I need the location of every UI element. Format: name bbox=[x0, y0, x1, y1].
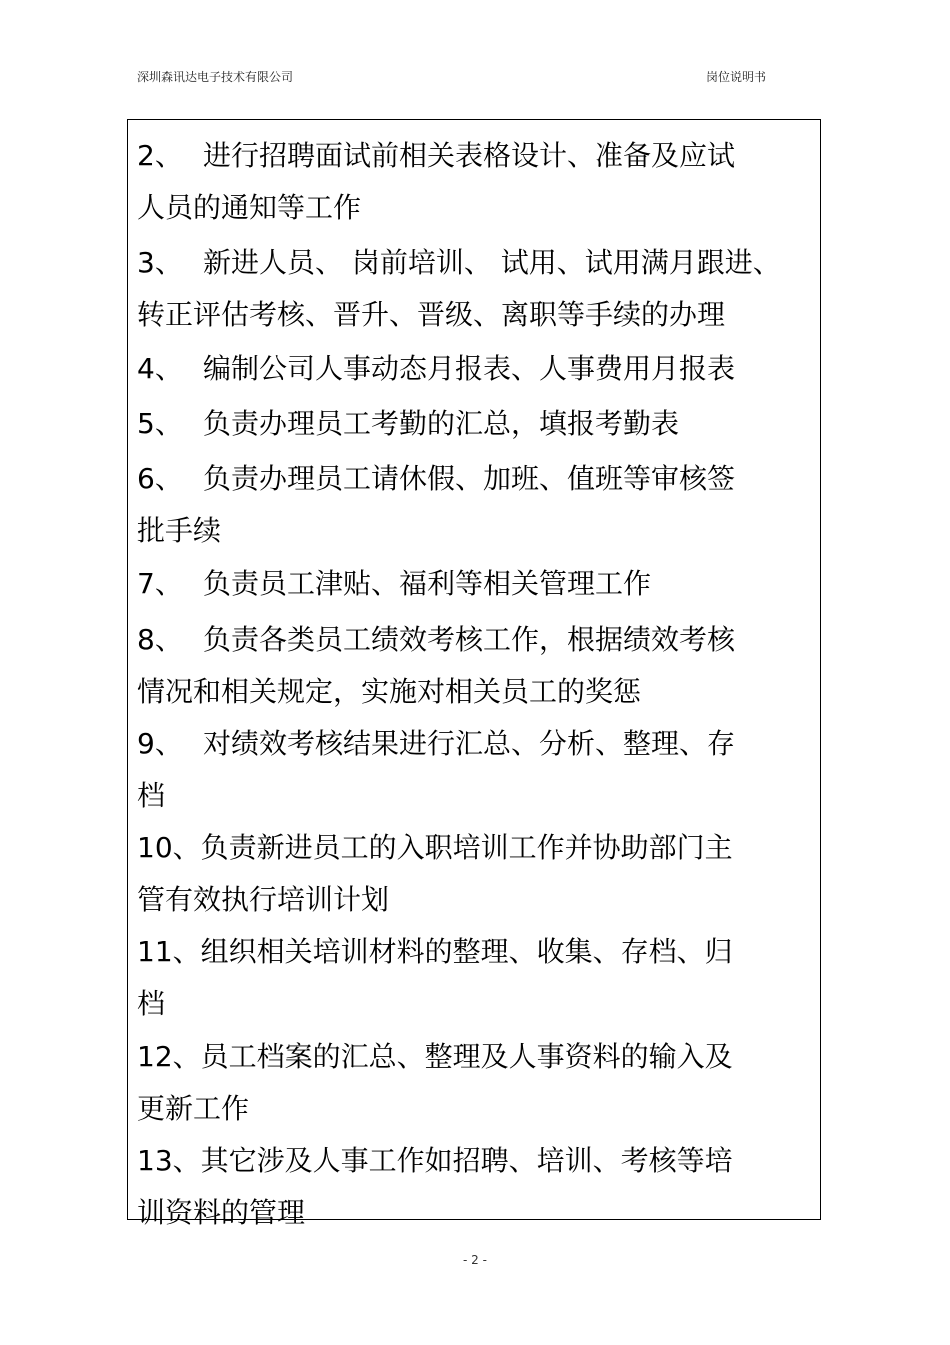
duty-text: 负责新进员工的入职培训工作并协助部门主 bbox=[200, 831, 733, 864]
duty-line bbox=[137, 926, 733, 978]
page-number: - 2 - bbox=[463, 1253, 487, 1267]
duty-number: 6、 bbox=[137, 462, 183, 495]
duty-text: 其它涉及人事工作如招聘、培训、考核等培 bbox=[200, 1144, 733, 1177]
duty-line: 转正评估考核、晋升、晋级、离职等手续的办理 bbox=[137, 298, 726, 331]
duty-item-7 bbox=[137, 558, 651, 610]
duty-line: 更新工作 bbox=[137, 1092, 250, 1125]
duty-text: 员工档案的汇总、整理及人事资料的输入及 bbox=[200, 1040, 733, 1073]
duty-number: 4、 bbox=[137, 352, 183, 385]
duty-item-4 bbox=[137, 343, 735, 395]
duty-line bbox=[137, 398, 679, 450]
duty-item-9 bbox=[137, 718, 735, 822]
duty-text: 对绩效考核结果进行汇总、分析、整理、存 bbox=[203, 727, 736, 760]
duty-line bbox=[137, 130, 735, 182]
duty-line bbox=[137, 718, 735, 770]
duty-item-13 bbox=[137, 1135, 733, 1239]
duty-line: 批手续 bbox=[137, 514, 222, 547]
duty-item-8 bbox=[137, 614, 735, 718]
duty-number: 10、 bbox=[137, 831, 201, 864]
duties-box bbox=[127, 119, 821, 1229]
duty-number: 3、 bbox=[137, 246, 183, 279]
duty-text: 负责办理员工请休假、加班、值班等审核签 bbox=[203, 462, 736, 495]
duty-item-2 bbox=[137, 130, 735, 234]
duty-line bbox=[137, 558, 651, 610]
duty-line: 档 bbox=[137, 987, 166, 1020]
duty-item-5 bbox=[137, 398, 679, 450]
duty-line bbox=[137, 453, 735, 505]
duty-line bbox=[137, 614, 735, 666]
duty-line bbox=[137, 343, 735, 395]
company-name: 深圳森讯达电子技术有限公司 bbox=[137, 70, 294, 84]
duty-line bbox=[137, 237, 781, 289]
duty-text: 负责办理员工考勤的汇总，填报考勤表 bbox=[203, 407, 680, 440]
duty-line: 管有效执行培训计划 bbox=[137, 883, 390, 916]
duty-text: 负责员工津贴、福利等相关管理工作 bbox=[203, 567, 652, 600]
duty-text: 进行招聘面试前相关表格设计、准备及应试 bbox=[203, 139, 736, 172]
duty-number: 8、 bbox=[137, 623, 183, 656]
duty-line: 档 bbox=[137, 779, 166, 812]
duty-line bbox=[137, 822, 733, 874]
duty-text: 新进人员、 岗前培训、 试用、试用满月跟进、 bbox=[203, 246, 781, 279]
duty-number: 5、 bbox=[137, 407, 183, 440]
duty-item-12 bbox=[137, 1031, 733, 1135]
duty-line: 情况和相关规定，实施对相关员工的奖惩 bbox=[137, 675, 642, 708]
document-title: 岗位说明书 bbox=[706, 70, 767, 84]
duty-line: 训资料的管理 bbox=[137, 1196, 306, 1229]
duty-number: 9、 bbox=[137, 727, 183, 760]
duty-line bbox=[137, 1031, 733, 1083]
duty-item-10 bbox=[137, 822, 733, 926]
duty-item-11 bbox=[137, 926, 733, 1030]
duty-number: 11、 bbox=[137, 935, 201, 968]
duty-text: 组织相关培训材料的整理、收集、存档、归 bbox=[200, 935, 733, 968]
duty-number: 12、 bbox=[137, 1040, 201, 1073]
duty-item-6 bbox=[137, 453, 735, 557]
duty-number: 13、 bbox=[137, 1144, 201, 1177]
duty-line bbox=[137, 1135, 733, 1187]
duty-number: 2、 bbox=[137, 139, 183, 172]
duty-item-3 bbox=[137, 237, 781, 341]
duty-text: 负责各类员工绩效考核工作，根据绩效考核 bbox=[203, 623, 736, 656]
duty-number: 7、 bbox=[137, 567, 183, 600]
duty-text: 编制公司人事动态月报表、人事费用月报表 bbox=[203, 352, 736, 385]
duty-line: 人员的通知等工作 bbox=[137, 191, 362, 224]
